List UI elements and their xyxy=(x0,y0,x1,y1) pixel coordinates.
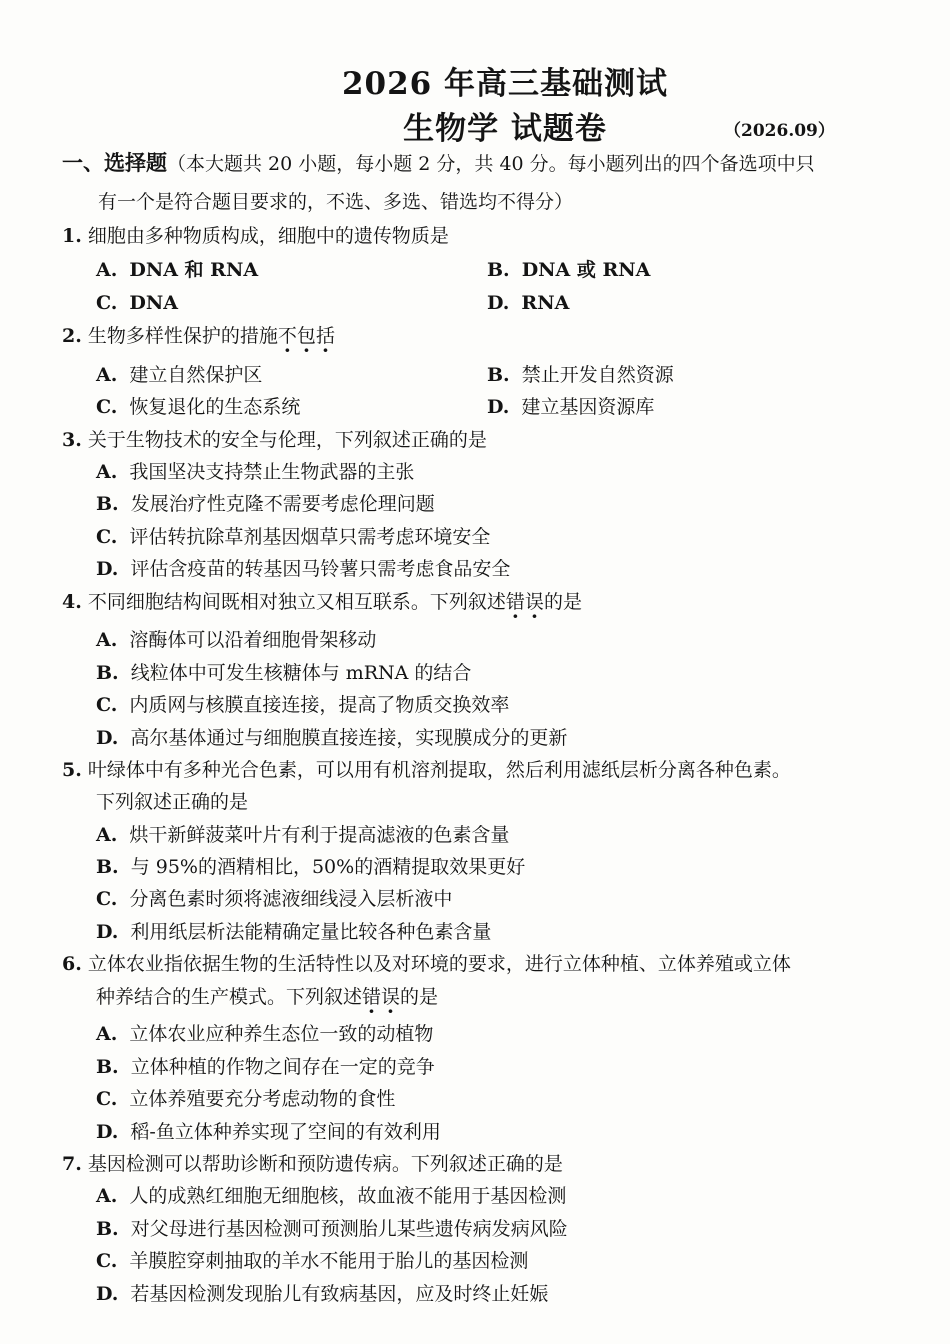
option-letter: A. xyxy=(96,1023,118,1045)
question-1-stem xyxy=(62,224,449,248)
q7-option-b xyxy=(96,1217,568,1241)
option-letter: B. xyxy=(96,1056,119,1078)
option-text: 评估转抗除草剂基因烟草只需考虑环境安全 xyxy=(129,526,491,548)
option-letter: C. xyxy=(96,1088,118,1110)
section-intro-1: （本大题共 20 小题，每小题 2 分，共 40 分。每小题列出的四个备选项中只 xyxy=(167,153,815,175)
question-text: 不同细胞结构间既相对独立又相互联系。下列叙述 xyxy=(87,591,506,613)
q4-option-d xyxy=(96,726,567,750)
emphasis-char: 包 xyxy=(296,325,316,347)
option-letter: C. xyxy=(96,1250,118,1272)
q7-option-a xyxy=(96,1184,566,1208)
q2-option-d xyxy=(487,395,654,419)
emphasis-char: 误 xyxy=(524,591,544,613)
exam-date: （2026.09） xyxy=(724,121,835,141)
option-letter: A. xyxy=(96,824,118,846)
q1-option-a xyxy=(96,258,258,282)
section-header xyxy=(62,151,815,176)
option-letter: D. xyxy=(96,921,119,943)
q2-option-c xyxy=(96,395,300,419)
question-2-stem xyxy=(62,324,335,348)
question-text: 关于生物技术的安全与伦理，下列叙述正确的是 xyxy=(87,429,487,451)
option-text: 立体种植的作物之间存在一定的竞争 xyxy=(130,1056,435,1078)
question-number: 6. xyxy=(62,953,82,975)
option-text: 高尔基体通过与细胞膜直接连接，实现膜成分的更新 xyxy=(130,727,568,749)
option-text: 内质网与核膜直接连接，提高了物质交换效率 xyxy=(129,694,510,716)
option-text: 我国坚决支持禁止生物武器的主张 xyxy=(129,461,415,483)
option-letter: B. xyxy=(96,662,119,684)
question-text: 基因检测可以帮助诊断和预防遗传病。下列叙述正确的是 xyxy=(87,1153,563,1175)
option-text: 若基因检测发现胎儿有致病基因，应及时终止妊娠 xyxy=(130,1283,549,1305)
emphasis-char: 括 xyxy=(315,325,335,347)
q2-option-b xyxy=(487,363,674,387)
option-text: 建立自然保护区 xyxy=(129,364,263,386)
option-text: 立体养殖要充分考虑动物的食性 xyxy=(129,1088,396,1110)
option-letter: D. xyxy=(96,727,119,749)
option-letter: B. xyxy=(487,364,510,386)
q4-option-c xyxy=(96,693,509,717)
q5-option-d xyxy=(96,920,491,944)
question-6-stem xyxy=(62,952,791,976)
option-letter: C. xyxy=(96,292,118,314)
q5-option-c xyxy=(96,887,452,911)
question-7-stem xyxy=(62,1152,563,1176)
option-text: 稻-鱼立体种养实现了空间的有效利用 xyxy=(130,1121,441,1143)
q3-option-d xyxy=(96,557,510,581)
option-letter: A. xyxy=(96,1185,118,1207)
option-letter: B. xyxy=(487,259,510,281)
option-letter: B. xyxy=(96,856,119,878)
q6-option-a xyxy=(96,1022,433,1046)
question-5-stem xyxy=(62,758,791,782)
q7-option-c xyxy=(96,1249,528,1273)
option-letter: B. xyxy=(96,493,119,515)
q1-option-b xyxy=(487,258,650,282)
option-text: DNA xyxy=(129,292,178,314)
question-number: 7. xyxy=(62,1153,82,1175)
option-letter: D. xyxy=(96,558,119,580)
question-text: 的是 xyxy=(543,591,582,613)
q6-option-d xyxy=(96,1120,441,1144)
q6-option-b xyxy=(96,1055,435,1079)
question-3-stem xyxy=(62,428,487,452)
option-text: 羊膜腔穿刺抽取的羊水不能用于胎儿的基因检测 xyxy=(129,1250,529,1272)
emphasis-char: 错 xyxy=(505,591,525,613)
q2-option-a xyxy=(96,363,262,387)
option-text: 溶酶体可以沿着细胞骨架移动 xyxy=(129,629,377,651)
q1-option-d xyxy=(487,291,569,315)
option-letter: C. xyxy=(96,396,118,418)
question-text: 细胞由多种物质构成，细胞中的遗传物质是 xyxy=(87,225,449,247)
question-5-stem-2: 下列叙述正确的是 xyxy=(96,791,249,813)
question-text: 的是 xyxy=(400,986,439,1008)
option-text: 恢复退化的生态系统 xyxy=(129,396,301,418)
emphasis-char: 错 xyxy=(362,986,382,1008)
option-letter: A. xyxy=(96,461,118,483)
option-letter: D. xyxy=(96,1283,119,1305)
question-text: 生物多样性保护的措施 xyxy=(87,325,278,347)
question-text: 叶绿体中有多种光合色素，可以用有机溶剂提取，然后利用滤纸层析分离各种色素。 xyxy=(87,759,791,781)
question-4-stem xyxy=(62,590,582,614)
q4-option-b xyxy=(96,661,471,685)
q6-option-c xyxy=(96,1087,395,1111)
q4-option-a xyxy=(96,628,376,652)
option-text: DNA 或 RNA xyxy=(521,259,651,281)
question-text: 立体农业指依据生物的生活特性以及对环境的要求，进行立体种植、立体养殖或立体 xyxy=(87,953,791,975)
option-text: RNA xyxy=(521,292,570,314)
emphasis-char: 误 xyxy=(381,986,401,1008)
q3-option-a xyxy=(96,460,414,484)
emphasis-char: 不 xyxy=(277,325,297,347)
section-title: 一、选择题 xyxy=(62,150,167,175)
option-letter: D. xyxy=(487,292,510,314)
q5-option-b xyxy=(96,855,525,879)
option-text: 建立基因资源库 xyxy=(521,396,655,418)
option-letter: A. xyxy=(96,364,118,386)
option-letter: A. xyxy=(96,629,118,651)
q5-option-a xyxy=(96,823,509,847)
question-number: 4. xyxy=(62,591,82,613)
question-number: 2. xyxy=(62,325,82,347)
option-letter: A. xyxy=(96,259,118,281)
option-text: 禁止开发自然资源 xyxy=(521,364,674,386)
question-number: 3. xyxy=(62,429,82,451)
option-text: 烘干新鲜菠菜叶片有利于提高滤液的色素含量 xyxy=(129,824,510,846)
option-text: 人的成熟红细胞无细胞核，故血液不能用于基因检测 xyxy=(129,1185,567,1207)
option-text: 分离色素时须将滤液细线浸入层析液中 xyxy=(129,888,453,910)
question-number: 5. xyxy=(62,759,82,781)
option-letter: C. xyxy=(96,526,118,548)
question-6-stem-2 xyxy=(96,985,438,1009)
option-text: 与 95%的酒精相比，50%的酒精提取效果更好 xyxy=(130,856,526,878)
option-letter: D. xyxy=(96,1121,119,1143)
q3-option-b xyxy=(96,492,435,516)
option-letter: B. xyxy=(96,1218,119,1240)
option-text: 利用纸层析法能精确定量比较各种色素含量 xyxy=(130,921,492,943)
option-text: 立体农业应种养生态位一致的动植物 xyxy=(129,1023,434,1045)
option-letter: C. xyxy=(96,694,118,716)
option-text: 线粒体中可发生核糖体与 mRNA 的结合 xyxy=(130,662,472,684)
q3-option-c xyxy=(96,525,490,549)
question-number: 1. xyxy=(62,225,82,247)
section-intro-2: 有一个是符合题目要求的，不选、多选、错选均不得分） xyxy=(98,191,574,213)
option-letter: D. xyxy=(487,396,510,418)
option-text: 对父母进行基因检测可预测胎儿某些遗传病发病风险 xyxy=(130,1218,568,1240)
q7-option-d xyxy=(96,1282,548,1306)
exam-subtitle: 生物学 试题卷 xyxy=(403,111,607,147)
option-letter: C. xyxy=(96,888,118,910)
option-text: 评估含疫苗的转基因马铃薯只需考虑食品安全 xyxy=(130,558,511,580)
q1-option-c xyxy=(96,291,178,315)
question-text: 种养结合的生产模式。下列叙述 xyxy=(96,986,363,1008)
exam-title: 2026 年高三基础测试 xyxy=(341,66,669,102)
option-text: 发展治疗性克隆不需要考虑伦理问题 xyxy=(130,493,435,515)
option-text: DNA 和 RNA xyxy=(129,259,259,281)
